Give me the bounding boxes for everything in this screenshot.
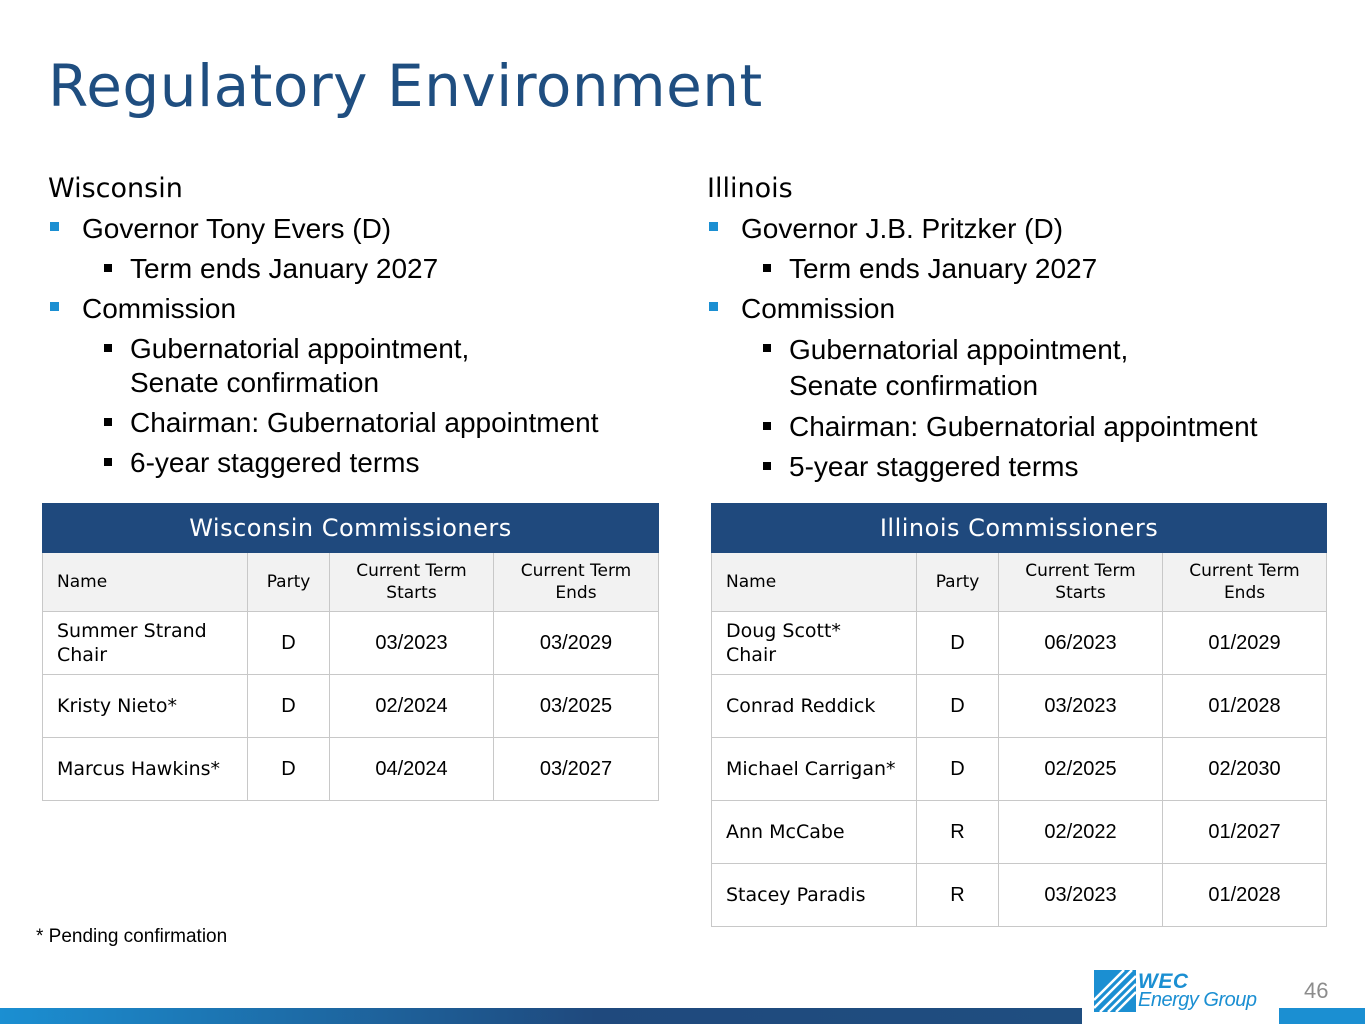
list-item xyxy=(48,292,668,480)
square-bullet-icon xyxy=(763,422,771,430)
term-start-cell: 06/2023 xyxy=(999,612,1163,675)
square-bullet-icon xyxy=(763,462,771,470)
wec-logo xyxy=(1094,970,1264,1014)
governor-term-text: Term ends January 2027 xyxy=(130,253,439,284)
footnote: * Pending confirmation xyxy=(36,926,228,947)
list-item xyxy=(707,212,1347,286)
appointment-line1: Gubernatorial appointment, xyxy=(789,334,1129,365)
table-header-row xyxy=(712,553,1327,612)
page-title: Regulatory Environment xyxy=(48,52,763,120)
list-item xyxy=(707,292,1347,484)
party-cell: D xyxy=(248,612,330,675)
commissioner-name: Stacey Paradis xyxy=(712,864,917,927)
table-row xyxy=(712,738,1327,801)
terms-text: 5-year staggered terms xyxy=(789,451,1079,482)
governor-term-text: Term ends January 2027 xyxy=(789,253,1098,284)
chairman-text: Chairman: Gubernatorial appointment xyxy=(130,407,599,438)
party-cell: D xyxy=(248,738,330,801)
header-line: Ends xyxy=(555,583,597,603)
wisconsin-bullets xyxy=(48,212,668,480)
square-bullet-icon xyxy=(104,458,112,466)
footer-bar-right xyxy=(1279,1008,1365,1024)
commission-text: Commission xyxy=(82,293,237,324)
footer-bar-left xyxy=(0,1008,1082,1024)
governor-text: Governor Tony Evers (D) xyxy=(82,213,392,244)
commissioner-name xyxy=(43,612,248,675)
table-row xyxy=(712,864,1327,927)
term-start-cell: 04/2024 xyxy=(330,738,494,801)
header-line: Current Term xyxy=(1025,561,1136,581)
commission-sublist xyxy=(82,332,668,480)
column-header-party: Party xyxy=(248,553,330,612)
column-header-starts xyxy=(999,553,1163,612)
term-end-cell: 01/2027 xyxy=(1163,801,1327,864)
square-bullet-icon xyxy=(709,302,718,311)
wisconsin-heading: Wisconsin xyxy=(48,173,183,204)
term-start-cell: 03/2023 xyxy=(330,612,494,675)
list-item xyxy=(82,406,668,440)
list-item xyxy=(82,252,668,286)
logo-line1: WEC xyxy=(1138,970,1189,993)
term-start-cell: 02/2025 xyxy=(999,738,1163,801)
logo-text xyxy=(1138,972,1257,1010)
list-item xyxy=(741,450,1347,484)
square-bullet-icon xyxy=(50,302,59,311)
list-item xyxy=(82,446,668,480)
commissioner-name: Ann McCabe xyxy=(712,801,917,864)
column-header-starts xyxy=(330,553,494,612)
square-bullet-icon xyxy=(104,264,112,272)
column-header-name: Name xyxy=(712,553,917,612)
commissioner-name: Conrad Reddick xyxy=(712,675,917,738)
list-item xyxy=(741,332,1347,404)
list-item xyxy=(82,332,668,400)
appointment-line2: Senate confirmation xyxy=(789,370,1039,401)
party-cell: R xyxy=(917,801,999,864)
column-header-name: Name xyxy=(43,553,248,612)
role-text: Chair xyxy=(57,644,108,666)
header-line: Current Term xyxy=(1189,561,1300,581)
list-item xyxy=(48,212,668,286)
appointment-line2: Senate confirmation xyxy=(130,367,380,398)
table-row xyxy=(712,675,1327,738)
page-number: 46 xyxy=(1304,978,1329,1003)
term-end-cell: 02/2030 xyxy=(1163,738,1327,801)
term-end-cell: 01/2028 xyxy=(1163,864,1327,927)
wisconsin-section xyxy=(48,172,668,486)
commissioner-name: Kristy Nieto* xyxy=(43,675,248,738)
square-bullet-icon xyxy=(104,344,112,352)
list-item xyxy=(741,410,1347,444)
header-line: Current Term xyxy=(356,561,467,581)
table-row xyxy=(43,612,659,675)
header-line: Current Term xyxy=(520,561,632,581)
party-cell: R xyxy=(917,864,999,927)
term-end-cell: 03/2027 xyxy=(494,738,659,801)
term-start-cell: 02/2022 xyxy=(999,801,1163,864)
term-start-cell: 03/2023 xyxy=(999,864,1163,927)
header-line: Ends xyxy=(1223,583,1266,603)
commissioner-name xyxy=(712,612,917,675)
term-start-cell: 03/2023 xyxy=(999,675,1163,738)
table-header-row xyxy=(43,553,659,612)
column-header-ends xyxy=(494,553,659,612)
terms-text: 6-year staggered terms xyxy=(130,447,420,478)
wisconsin-commissioners-table xyxy=(42,503,659,801)
commissioner-name: Michael Carrigan* xyxy=(712,738,917,801)
wec-logo-icon xyxy=(1094,970,1136,1012)
name-text: Doug Scott* xyxy=(726,620,841,642)
header-line: Starts xyxy=(1055,583,1106,603)
table-title: Illinois Commissioners xyxy=(712,504,1327,553)
column-header-ends xyxy=(1163,553,1327,612)
square-bullet-icon xyxy=(763,264,771,272)
square-bullet-icon xyxy=(709,222,718,231)
governor-text: Governor J.B. Pritzker (D) xyxy=(741,213,1064,244)
square-bullet-icon xyxy=(50,222,59,231)
illinois-bullets xyxy=(707,212,1347,484)
term-end-cell: 03/2029 xyxy=(494,612,659,675)
party-cell: D xyxy=(917,675,999,738)
table-row xyxy=(43,738,659,801)
illinois-commissioners-table xyxy=(711,503,1327,927)
role-text: Chair xyxy=(726,644,777,666)
party-cell: D xyxy=(917,612,999,675)
chairman-text: Chairman: Gubernatorial appointment xyxy=(789,411,1258,442)
square-bullet-icon xyxy=(763,344,771,352)
term-end-cell: 01/2029 xyxy=(1163,612,1327,675)
governor-sublist xyxy=(741,252,1347,286)
table-row xyxy=(43,675,659,738)
table-title: Wisconsin Commissioners xyxy=(43,504,659,553)
column-header-party: Party xyxy=(917,553,999,612)
appointment-line1: Gubernatorial appointment, xyxy=(130,333,470,364)
commissioner-name: Marcus Hawkins* xyxy=(43,738,248,801)
illinois-heading: Illinois xyxy=(707,173,793,204)
table-row xyxy=(712,801,1327,864)
term-end-cell: 03/2025 xyxy=(494,675,659,738)
name-text: Summer Strand xyxy=(57,620,207,642)
commission-sublist xyxy=(741,332,1347,484)
party-cell: D xyxy=(248,675,330,738)
commission-text: Commission xyxy=(741,293,896,324)
list-item xyxy=(741,252,1347,286)
party-cell: D xyxy=(917,738,999,801)
square-bullet-icon xyxy=(104,418,112,426)
term-start-cell: 02/2024 xyxy=(330,675,494,738)
table-row xyxy=(712,612,1327,675)
header-line: Starts xyxy=(386,583,437,603)
term-end-cell: 01/2028 xyxy=(1163,675,1327,738)
illinois-section xyxy=(707,172,1347,490)
logo-line2: Energy Group xyxy=(1138,989,1257,1011)
governor-sublist xyxy=(82,252,668,286)
